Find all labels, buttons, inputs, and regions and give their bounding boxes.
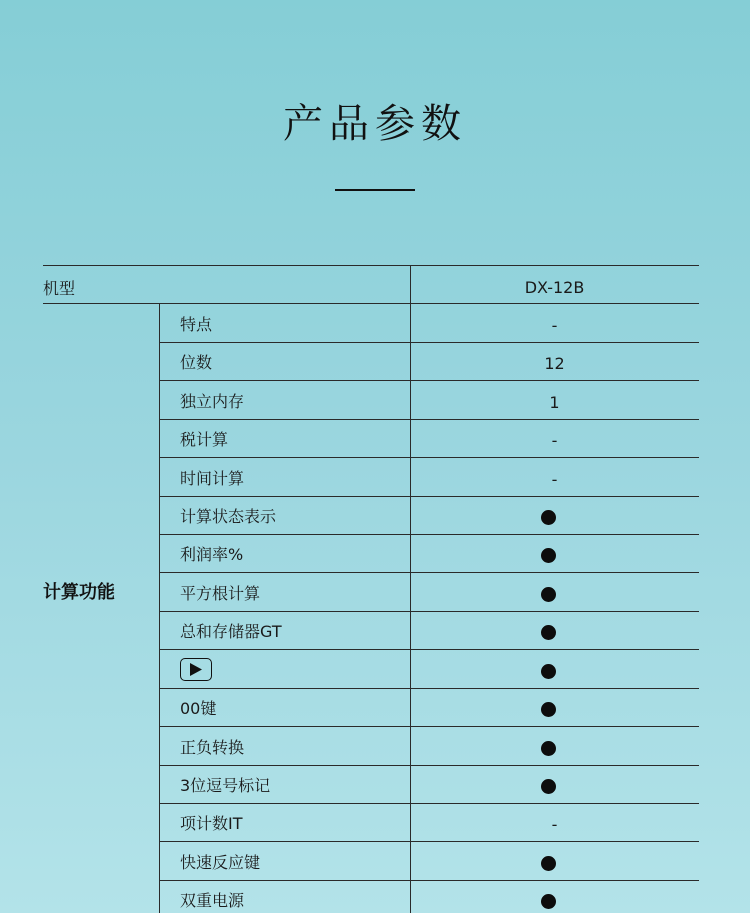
- row-label: 快速反应键: [180, 852, 261, 872]
- row-divider: [159, 803, 699, 804]
- row-divider: [159, 649, 699, 650]
- row-divider: [159, 419, 699, 420]
- row-label: 总和存储器GT: [180, 622, 282, 641]
- title-underline: [335, 189, 415, 191]
- row-value: 12: [544, 354, 565, 373]
- play-icon: [180, 658, 212, 681]
- row-label: 计算状态表示: [180, 507, 277, 526]
- header-bottom-border: [43, 303, 699, 304]
- table-top-border: [43, 265, 699, 266]
- row-value: -: [551, 815, 558, 834]
- row-divider: [159, 457, 699, 458]
- row-label: 时间计算: [180, 468, 245, 488]
- row-value: -: [551, 469, 558, 489]
- row-divider: [159, 572, 699, 573]
- supported-dot: [541, 856, 556, 871]
- row-label: 税计算: [180, 430, 229, 449]
- row-label: 平方根计算: [180, 583, 261, 603]
- row-divider: [159, 496, 699, 497]
- supported-dot: [541, 664, 556, 679]
- row-divider: [159, 534, 699, 535]
- header-model: DX-12B: [524, 278, 585, 297]
- supported-dot: [541, 587, 556, 602]
- supported-dot: [541, 548, 556, 563]
- supported-dot: [541, 625, 556, 640]
- row-label: 双重电源: [180, 891, 245, 910]
- header-label: 机型: [43, 279, 76, 298]
- supported-dot: [541, 702, 556, 717]
- supported-dot: [541, 510, 556, 525]
- row-value: 1: [549, 392, 560, 412]
- row-label: 独立内存: [180, 391, 245, 411]
- row-value: -: [551, 431, 558, 450]
- row-value: -: [551, 315, 558, 335]
- row-label: 3位逗号标记: [180, 776, 271, 795]
- row-divider: [159, 841, 699, 842]
- row-divider: [159, 342, 699, 343]
- supported-dot: [541, 894, 556, 909]
- page-title: 产品参数: [283, 101, 467, 147]
- supported-dot: [541, 741, 556, 756]
- row-label: 项计数IT: [180, 814, 243, 833]
- supported-dot: [541, 779, 556, 794]
- row-divider: [159, 765, 699, 766]
- row-divider: [159, 380, 699, 381]
- row-label: 特点: [180, 314, 213, 334]
- row-divider: [159, 611, 699, 612]
- row-label: 位数: [180, 353, 213, 372]
- row-label: 00键: [180, 699, 217, 718]
- row-divider: [159, 726, 699, 727]
- row-divider: [159, 880, 699, 881]
- row-divider: [159, 688, 699, 689]
- row-label: 利润率%: [180, 545, 244, 564]
- group-column-divider: [159, 303, 160, 913]
- group-label: 计算功能: [43, 582, 115, 603]
- row-label: 正负转换: [180, 737, 245, 757]
